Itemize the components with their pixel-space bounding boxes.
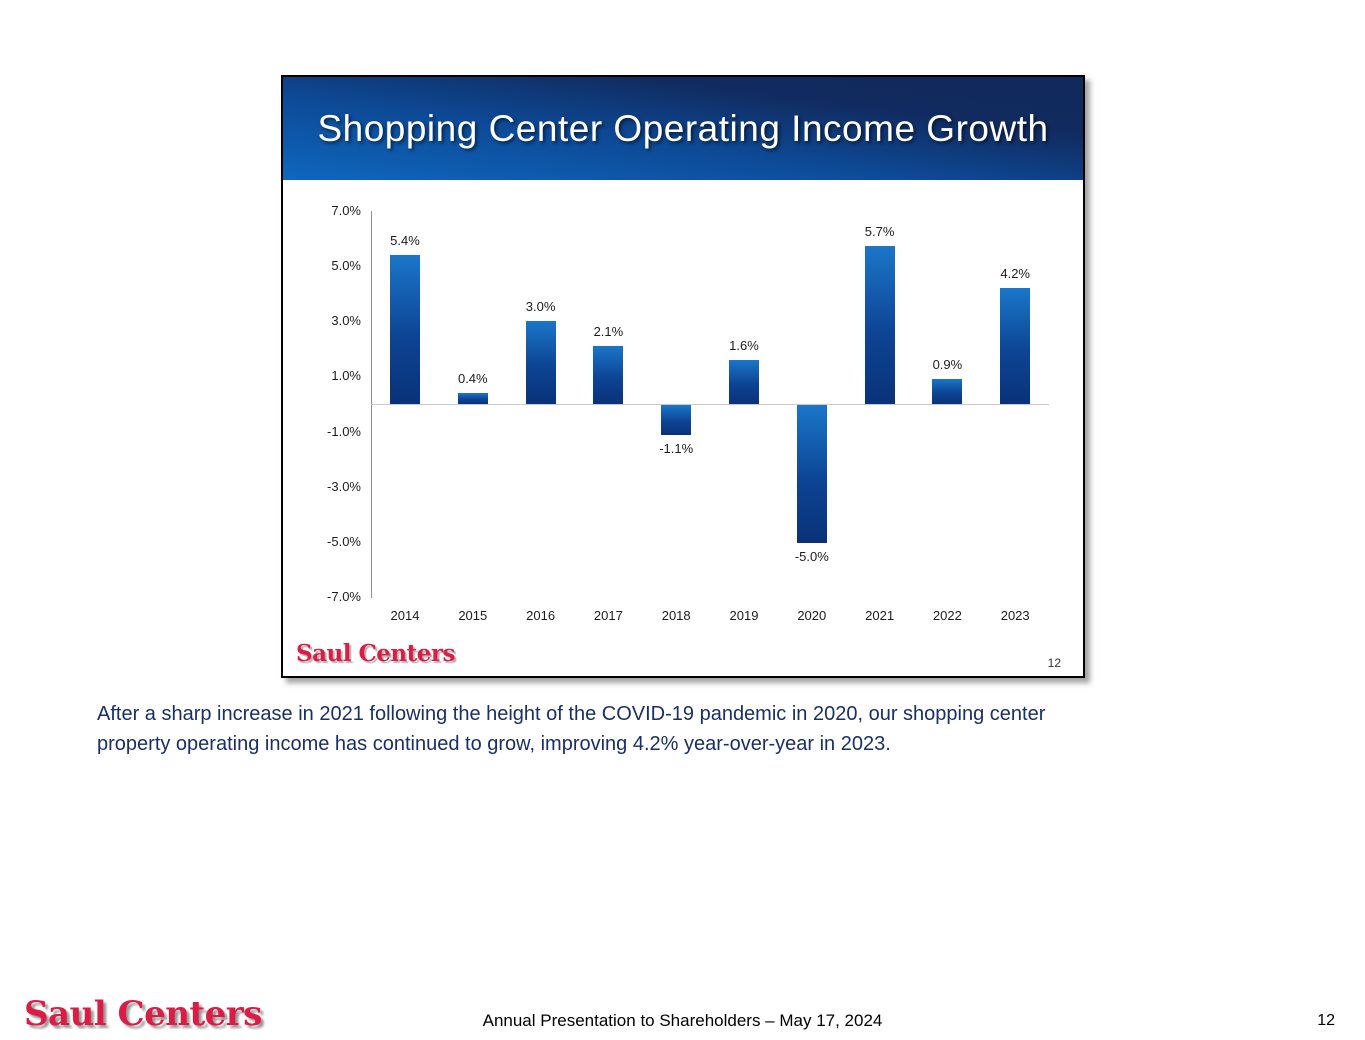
y-axis-tick-label: -3.0%	[327, 478, 361, 494]
bar-2018	[661, 405, 691, 435]
saul-centers-logo-chart: Saul Centers	[296, 640, 455, 667]
bar-value-label: 0.4%	[457, 370, 488, 386]
bar-2020	[797, 405, 827, 543]
chart-panel	[281, 75, 1085, 678]
bar-value-label: 0.9%	[932, 357, 963, 373]
bar-value-label: 2.1%	[593, 323, 624, 339]
x-axis-tick-label: 2023	[1000, 608, 1030, 623]
x-axis-tick-label: 2016	[526, 608, 556, 623]
y-axis-tick-label: 5.0%	[331, 257, 361, 273]
bar-value-label: 4.2%	[1000, 265, 1030, 281]
x-axis-tick-label: 2020	[797, 608, 827, 623]
bar-2023	[1000, 288, 1030, 404]
x-axis-tick-label: 2015	[458, 608, 488, 623]
bar-2017	[593, 346, 623, 404]
x-axis-tick-label: 2021	[865, 608, 895, 623]
x-axis-tick-label: 2014	[390, 608, 420, 623]
bar-value-label: -5.0%	[794, 549, 829, 565]
chart-title: Shopping Center Operating Income Growth	[317, 107, 1049, 149]
bar-value-label: 3.0%	[525, 299, 556, 315]
y-axis-tick-label: 1.0%	[331, 368, 361, 384]
caption-line-2: property operating income has continued to grow, improving 4.2% year-over-year in 2023.	[97, 733, 891, 755]
bar-2016	[526, 321, 556, 404]
x-axis-tick-label: 2017	[593, 608, 623, 623]
caption-line-1: After a sharp increase in 2021 following the height of the COVID-19 pandemic in 2020, our shopping center	[97, 703, 1046, 725]
footer-text: Annual Presentation to Shareholders – May 17, 2024	[482, 1011, 883, 1030]
bar-value-label: 5.4%	[390, 232, 420, 248]
x-axis-tick-label: 2022	[932, 608, 962, 623]
bar-2022	[932, 379, 962, 404]
y-axis-tick-label: -5.0%	[327, 534, 361, 550]
chart-header-band	[283, 77, 1083, 180]
saul-centers-logo-footer: Saul Centers	[24, 994, 262, 1034]
bar-2015	[458, 393, 488, 404]
zero-gridline	[371, 404, 1049, 405]
x-axis-tick-label: 2018	[661, 608, 691, 623]
bar-value-label: 1.6%	[729, 337, 759, 353]
chart-page-number: 12	[1047, 656, 1061, 670]
y-axis-tick-label: 3.0%	[331, 313, 361, 329]
bar-value-label: -1.1%	[659, 441, 694, 457]
y-axis-tick-label: -7.0%	[327, 589, 361, 605]
bar-2014	[390, 255, 420, 404]
slide-caption	[97, 699, 1267, 759]
slide-page-number: 12	[1317, 1012, 1335, 1029]
bar-2019	[729, 360, 759, 404]
y-axis-tick-label: 7.0%	[331, 202, 361, 218]
bar-value-label: 5.7%	[864, 224, 895, 240]
bar-2021	[865, 246, 895, 404]
plot-area	[283, 180, 1083, 676]
x-axis-tick-label: 2019	[729, 608, 759, 623]
y-axis-tick-label: -1.0%	[327, 423, 361, 439]
